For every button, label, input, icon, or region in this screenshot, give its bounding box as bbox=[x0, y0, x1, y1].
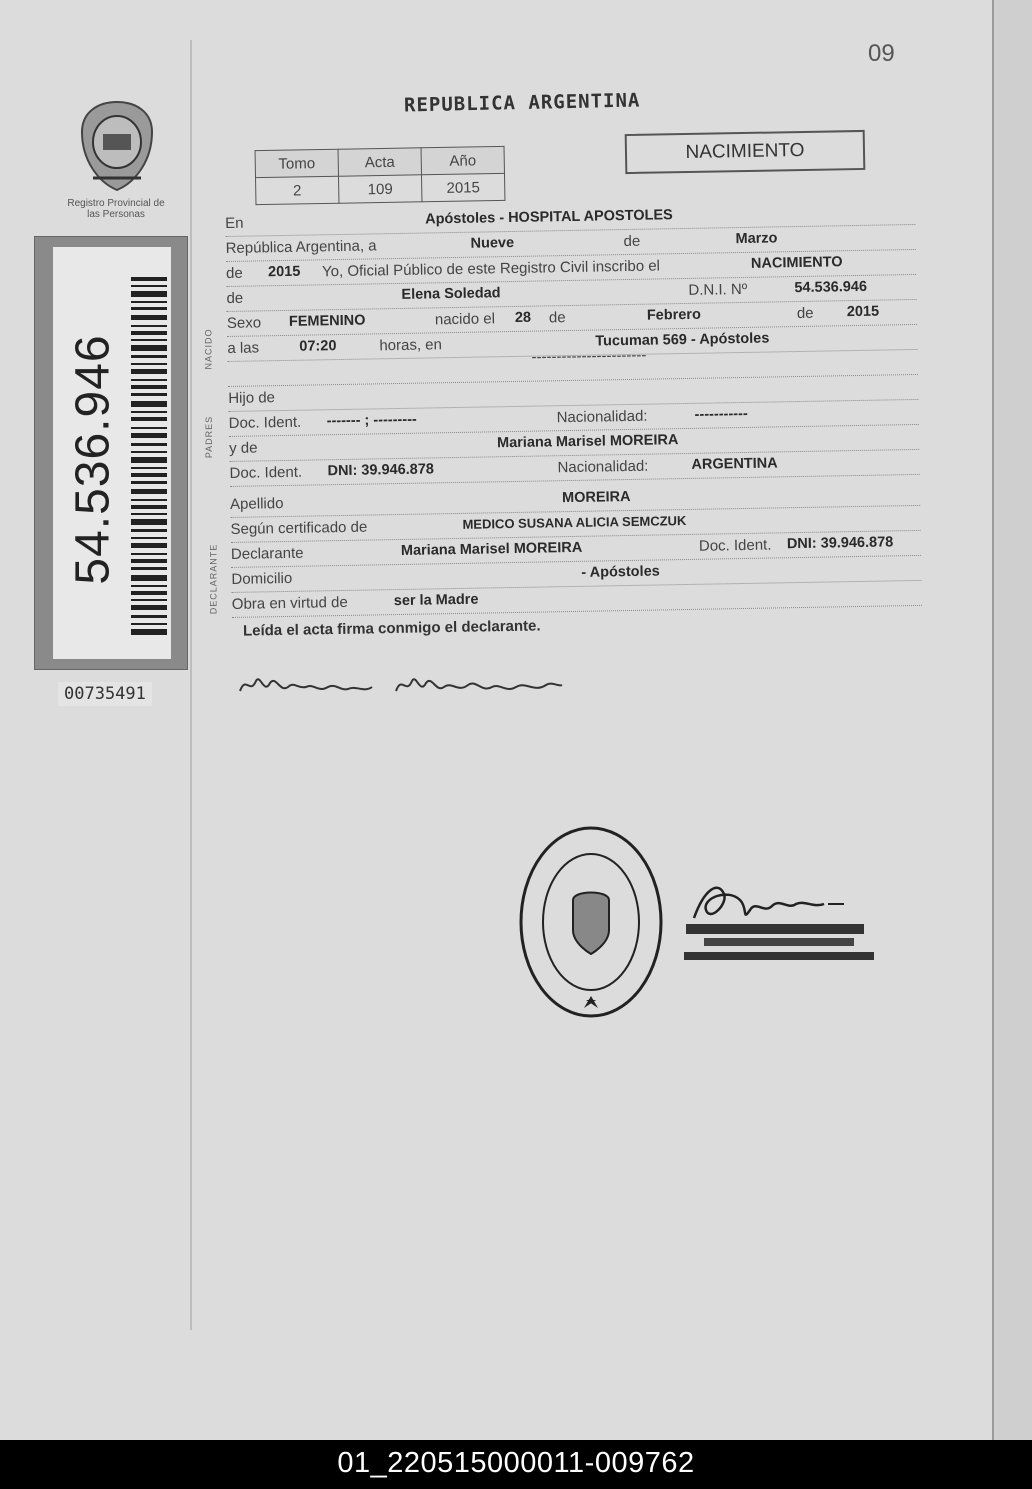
official-signature bbox=[684, 870, 874, 980]
value-father-name: ----------------------- bbox=[531, 346, 647, 366]
label-de-birth-month: de bbox=[548, 309, 566, 327]
label-de-birth-year: de bbox=[796, 304, 814, 323]
document-title: REPUBLICA ARGENTINA bbox=[403, 89, 641, 117]
provincial-emblem-icon bbox=[76, 98, 158, 194]
value-mother-nat: ARGENTINA bbox=[691, 455, 778, 473]
value-name: Elena Soledad bbox=[401, 285, 501, 303]
label-domicilio: Domicilio bbox=[231, 569, 293, 588]
register-tomo: 2 bbox=[256, 176, 339, 204]
closing-statement: Leída el acta firma conmigo el declarante. bbox=[242, 617, 541, 640]
serial-number: 00735491 bbox=[58, 682, 152, 706]
label-de-month: de bbox=[623, 232, 641, 251]
value-father-nat: ----------- bbox=[694, 405, 748, 423]
label-dni: D.N.I. Nº bbox=[688, 280, 748, 299]
side-label-nacido: NACIDO bbox=[203, 328, 214, 370]
value-obra: ser la Madre bbox=[393, 591, 479, 610]
register-col-acta: Acta bbox=[338, 148, 421, 176]
registry-stamp bbox=[516, 822, 666, 1022]
label-doc-declarant: Doc. Ident. bbox=[698, 536, 772, 555]
value-birth-place: Tucuman 569 - Apóstoles bbox=[595, 330, 770, 350]
scan-footer-code: 01_220515000011-009762 bbox=[337, 1447, 695, 1479]
value-declarant-doc: DNI: 39.946.878 bbox=[786, 534, 894, 553]
label-nac-father: Nacionalidad: bbox=[556, 407, 648, 427]
scan-footer-bar bbox=[0, 1440, 1032, 1489]
value-time: 07:20 bbox=[299, 338, 337, 355]
page-number: 09 bbox=[868, 40, 895, 67]
value-inscribo: NACIMIENTO bbox=[750, 254, 843, 272]
registry-caption: Registro Provincial de las Personas bbox=[67, 198, 165, 220]
label-alas: a las bbox=[227, 339, 260, 357]
label-de-year: de bbox=[225, 264, 243, 282]
barcode-number: 54.536.946 bbox=[66, 334, 120, 585]
label-horas: horas, en bbox=[379, 336, 443, 355]
adjacent-page-edge bbox=[992, 0, 1032, 1440]
barcode-label bbox=[34, 236, 188, 670]
value-month: Marzo bbox=[735, 230, 778, 248]
value-mother-name: Mariana Marisel MOREIRA bbox=[496, 432, 679, 452]
value-father-doc: ------- ; --------- bbox=[326, 411, 417, 430]
label-inscribo: Yo, Oficial Público de este Registro Civil inscribo el bbox=[321, 257, 661, 281]
declarant-signature bbox=[236, 665, 566, 705]
record-type-box: NACIMIENTO bbox=[625, 130, 866, 174]
side-label-padres: PADRES bbox=[204, 415, 215, 459]
label-declarante: Declarante bbox=[230, 544, 304, 563]
barcode-icon bbox=[129, 277, 169, 637]
value-place: Apóstoles - HOSPITAL APOSTOLES bbox=[425, 207, 673, 228]
label-apellido: Apellido bbox=[229, 495, 284, 513]
label-nacido: nacido el bbox=[434, 310, 496, 329]
side-label-declarante: DECLARANTE bbox=[208, 543, 219, 615]
label-doc-father: Doc. Ident. bbox=[228, 413, 302, 432]
barcode-panel bbox=[53, 247, 171, 659]
label-yde: y de bbox=[228, 439, 258, 457]
register-anio: 2015 bbox=[421, 173, 504, 201]
value-birth-month: Febrero bbox=[646, 306, 702, 324]
register-acta: 109 bbox=[339, 175, 422, 203]
value-sexo: FEMENINO bbox=[288, 312, 366, 330]
label-cert: Según certificado de bbox=[230, 518, 368, 538]
value-mother-doc: DNI: 39.946.878 bbox=[327, 461, 435, 480]
label-nac-mother: Nacionalidad: bbox=[557, 457, 649, 477]
label-de-name: de bbox=[226, 289, 244, 307]
label-sexo: Sexo bbox=[226, 314, 262, 332]
label-doc-mother: Doc. Ident. bbox=[229, 463, 303, 482]
birth-record-form bbox=[225, 200, 922, 618]
value-year: 2015 bbox=[267, 263, 301, 281]
label-en: En bbox=[225, 214, 244, 232]
value-dni: 54.536.946 bbox=[794, 278, 868, 297]
register-table bbox=[255, 146, 506, 205]
label-hijo: Hijo de bbox=[228, 389, 276, 407]
value-declarant: Mariana Marisel MOREIRA bbox=[400, 539, 583, 559]
register-col-anio: Año bbox=[421, 146, 504, 174]
register-col-tomo: Tomo bbox=[255, 149, 338, 177]
value-birth-day: 28 bbox=[514, 309, 532, 326]
label-obra: Obra en virtud de bbox=[231, 593, 348, 613]
value-certifier: MEDICO SUSANA ALICIA SEMCZUK bbox=[462, 512, 687, 532]
value-domicile: - Apóstoles bbox=[581, 563, 660, 581]
value-surname: MOREIRA bbox=[561, 488, 631, 507]
value-day: Nueve bbox=[470, 234, 515, 252]
label-republica: República Argentina, a bbox=[225, 237, 377, 257]
register-value-row bbox=[256, 173, 505, 204]
value-birth-year: 2015 bbox=[846, 303, 880, 321]
